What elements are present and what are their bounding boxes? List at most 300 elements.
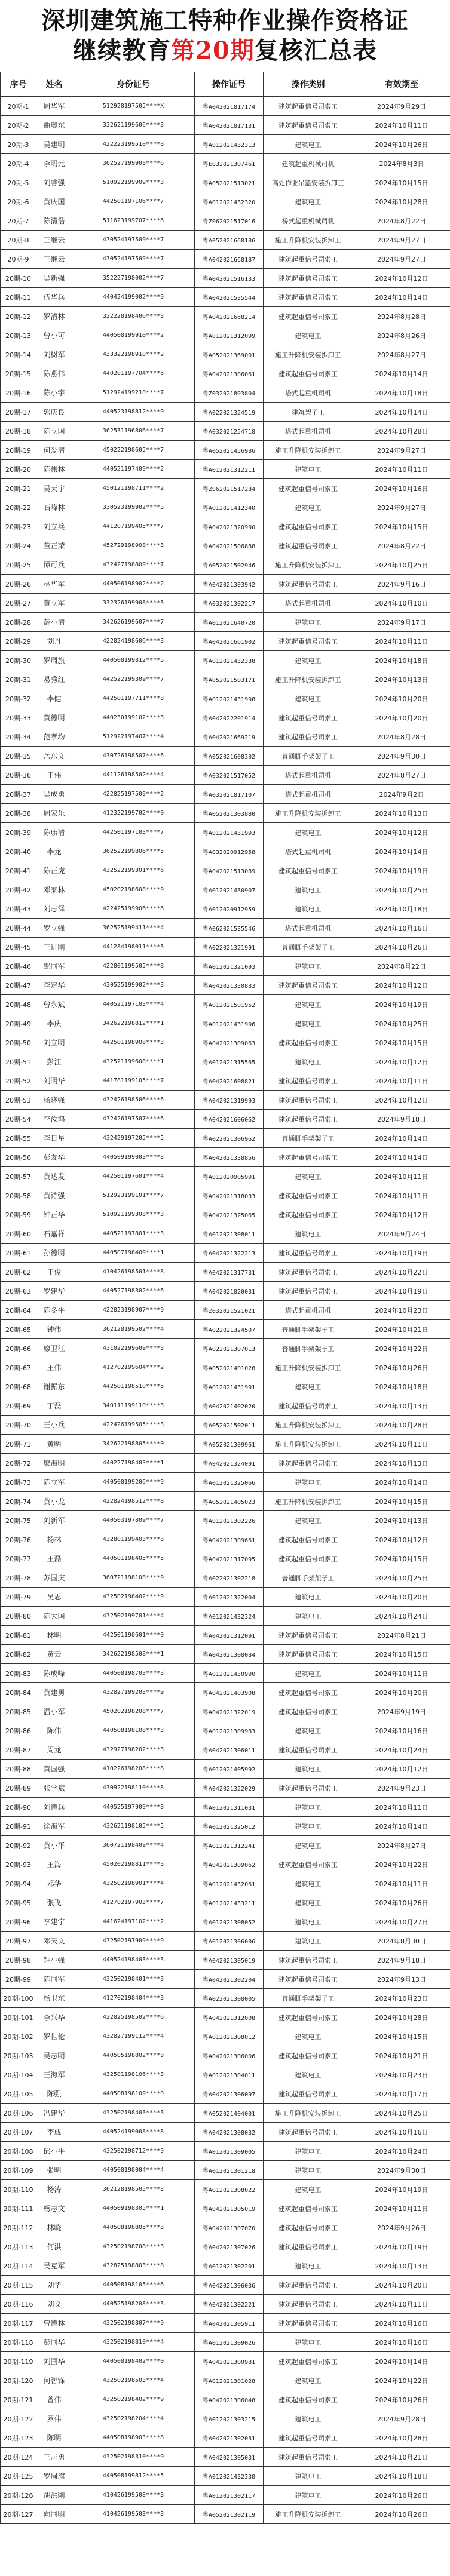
cell-cert-number: 粤A042021317095: [195, 1549, 264, 1568]
cell-id-number: 422426199505****3: [72, 1416, 195, 1435]
cell-index: 20期-47: [1, 976, 36, 995]
cell-name: 王磊: [36, 1549, 72, 1568]
cell-cert-number: 粤A012021303215: [195, 2409, 264, 2428]
cell-expiry: 2024年10月20日: [353, 1683, 450, 1702]
cell-id-number: 422824198606****3: [72, 632, 195, 651]
cell-index: 20期-74: [1, 1492, 36, 1511]
cell-category: 塔式起重机司机: [264, 1301, 353, 1320]
cell-cert-number: 粤A042021305031: [195, 2448, 264, 2467]
cell-category: 建筑电工: [264, 957, 353, 976]
cell-name: 林晓: [36, 2218, 72, 2237]
table-row: [1, 2123, 450, 2142]
cell-category: 建筑起重信号司索工: [264, 2084, 353, 2104]
table-row: [1, 1721, 450, 1740]
cell-category: 建筑起重信号司索工: [264, 2237, 353, 2256]
table-row: [1, 2390, 450, 2409]
cell-name: 刘华: [36, 2276, 72, 2295]
cell-cert-number: 粤A042021306048: [195, 2390, 264, 2409]
cell-expiry: 2024年10月27日: [353, 1912, 450, 1932]
table-row: [1, 154, 450, 173]
cell-index: 20期-27: [1, 594, 36, 613]
cell-expiry: 2024年10月15日: [353, 517, 450, 536]
cell-id-number: 342626199607****7: [72, 613, 195, 632]
col-header-name: 姓名: [36, 72, 72, 97]
cell-id-number: 441781199105****7: [72, 1071, 195, 1091]
cell-id-number: 440507198409****1: [72, 1244, 195, 1263]
cell-expiry: 2024年10月23日: [353, 1301, 450, 1320]
cell-cert-number: 粤A022021324519: [195, 403, 264, 422]
cell-name: 杨卫东: [36, 1989, 72, 2008]
cell-cert-number: 粤A012021304011: [195, 2065, 264, 2084]
cell-id-number: 440508198402****0: [72, 2352, 195, 2371]
cell-expiry: 2024年10月11日: [353, 1874, 450, 1893]
cell-category: 建筑起重信号司索工: [264, 269, 353, 288]
cell-expiry: 2024年10月15日: [353, 1645, 450, 1664]
cell-expiry: 2024年10月22日: [353, 1855, 450, 1874]
table-row: [1, 1167, 450, 1186]
cell-category: 施工升降机安装拆卸工: [264, 1435, 353, 1454]
cell-index: 20期-56: [1, 1148, 36, 1167]
cell-category: 建筑电工: [264, 995, 353, 1014]
cell-category: 施工升降机安装拆卸工: [264, 1416, 353, 1435]
cell-id-number: 440506198902****2: [72, 575, 195, 594]
cell-cert-number: 粤A022021308005: [195, 1989, 264, 2008]
cell-name: 陈清浩: [36, 211, 72, 231]
cell-id-number: 441126198502****4: [72, 766, 195, 785]
cell-id-number: 442501197103****7: [72, 823, 195, 842]
table-row: [1, 1970, 450, 1989]
cell-name: 曾小可: [36, 326, 72, 345]
cell-name: 李健: [36, 689, 72, 708]
cell-cert-number: 粤A012021325012: [195, 1817, 264, 1836]
cell-name: 董正荣: [36, 536, 72, 555]
cell-expiry: 2024年9月30日: [353, 2161, 450, 2180]
cell-name: 黄小龙: [36, 1492, 72, 1511]
cell-index: 20期-118: [1, 2333, 36, 2352]
cell-category: 建筑电工: [264, 1377, 353, 1396]
table-row: [1, 2008, 450, 2027]
cell-id-number: 440524198403****3: [72, 1951, 195, 1970]
cell-index: 20期-15: [1, 364, 36, 383]
cell-cert-number: 粤A012021431991: [195, 1377, 264, 1396]
cell-category: 普通脚手架架子工: [264, 1129, 353, 1148]
cell-cert-number: 粤A012021322004: [195, 1588, 264, 1607]
cell-cert-number: 粤A012021312241: [195, 1836, 264, 1855]
cell-cert-number: 粤A052021405023: [195, 1492, 264, 1511]
cell-expiry: 2024年10月16日: [353, 1721, 450, 1740]
cell-expiry: 2024年10月24日: [353, 2142, 450, 2161]
cell-expiry: 2024年10月10日: [353, 594, 450, 613]
cell-expiry: 2024年10月11日: [353, 116, 450, 135]
cell-expiry: 2024年10月16日: [353, 2314, 450, 2333]
cell-category: 建筑起重信号司索工: [264, 708, 353, 727]
cell-expiry: 2024年10月11日: [353, 2199, 450, 2218]
cell-category: 建筑电工: [264, 1932, 353, 1951]
cell-id-number: 362128198505****3: [72, 2180, 195, 2199]
cell-index: 20期-32: [1, 689, 36, 708]
cell-index: 20期-7: [1, 211, 36, 231]
table-row: [1, 307, 450, 326]
cell-id-number: 510922199909****3: [72, 173, 195, 192]
cell-expiry: 2024年10月12日: [353, 1530, 450, 1549]
cell-category: 施工升降机安装拆卸工: [264, 1358, 353, 1377]
cell-category: 普通脚手架架子工: [264, 747, 353, 766]
table-row: [1, 1358, 450, 1377]
cell-name: 陈成峰: [36, 1664, 72, 1683]
cell-index: 20期-69: [1, 1396, 36, 1416]
cell-cert-number: 粤A042021305911: [195, 2314, 264, 2333]
cell-name: 邹国军: [36, 957, 72, 976]
cell-expiry: 2024年10月14日: [353, 2352, 450, 2371]
cell-category: 建筑起重信号司索工: [264, 1626, 353, 1645]
cell-name: 周龙: [36, 1740, 72, 1760]
cell-category: 施工升降机安装拆卸工: [264, 670, 353, 689]
cell-category: 建筑起重信号司索工: [264, 536, 353, 555]
cell-expiry: 2024年10月13日: [353, 1454, 450, 1473]
cell-index: 20期-5: [1, 173, 36, 192]
cell-id-number: 362531196806****7: [72, 422, 195, 441]
cell-category: 建筑起重信号司索工: [264, 288, 353, 307]
table-row: [1, 1912, 450, 1932]
cell-index: 20期-16: [1, 383, 36, 403]
cell-cert-number: 粤A012021308012: [195, 2027, 264, 2046]
cell-cert-number: 粤A032021817107: [195, 785, 264, 804]
cell-category: 建筑起重信号司索工: [264, 1110, 353, 1129]
cell-index: 20期-50: [1, 1033, 36, 1052]
table-row: [1, 2180, 450, 2199]
cell-index: 20期-51: [1, 1052, 36, 1071]
cell-id-number: 432621198105****5: [72, 1817, 195, 1836]
cell-expiry: 2024年10月19日: [353, 861, 450, 880]
table-row: [1, 2027, 450, 2046]
cell-id-number: 432827199203****9: [72, 1683, 195, 1702]
cell-name: 刘立明: [36, 1033, 72, 1052]
cell-category: 塔式起重机司机: [264, 766, 353, 785]
table-row: [1, 555, 450, 575]
cell-expiry: 2024年10月18日: [353, 383, 450, 403]
cell-category: 建筑起重信号司索工: [264, 2390, 353, 2409]
cell-expiry: 2024年10月17日: [353, 2084, 450, 2104]
cell-index: 20期-49: [1, 1014, 36, 1033]
col-header-index: 序号: [1, 72, 36, 97]
cell-index: 20期-62: [1, 1263, 36, 1282]
cell-id-number: 440509199003****3: [72, 1148, 195, 1167]
cell-cert-number: 粤A042021308032: [195, 2123, 264, 2142]
cell-index: 20期-34: [1, 727, 36, 747]
table-row: [1, 1760, 450, 1779]
cell-cert-number: 粤A042021320990: [195, 517, 264, 536]
cell-index: 20期-115: [1, 2276, 36, 2295]
cell-category: 塔式起重机司机: [264, 785, 353, 804]
table-row: [1, 1416, 450, 1435]
cell-name: 罗立强: [36, 919, 72, 938]
table-row: [1, 1301, 450, 1320]
cell-category: 建筑起重机械司机: [264, 154, 353, 173]
cell-expiry: 2024年10月13日: [353, 1511, 450, 1530]
cell-cert-number: 粤A042021516133: [195, 269, 264, 288]
cell-index: 20期-68: [1, 1377, 36, 1396]
cell-category: 建筑起重信号司索工: [264, 1702, 353, 1721]
cell-name: 何洪: [36, 2237, 72, 2256]
cell-id-number: 352227198002****7: [72, 269, 195, 288]
cell-expiry: 2024年10月23日: [353, 2065, 450, 2084]
cell-name: 刘睿强: [36, 173, 72, 192]
cell-id-number: 432502198503****4: [72, 2371, 195, 2390]
cell-expiry: 2024年9月27日: [353, 441, 450, 460]
cell-expiry: 2024年10月22日: [353, 1339, 450, 1358]
cell-id-number: 432502198807****9: [72, 2314, 195, 2333]
table-row: [1, 995, 450, 1014]
cell-cert-number: 粤A012021306006: [195, 1932, 264, 1951]
cell-cert-number: 粤A042021306006: [195, 2046, 264, 2065]
cell-id-number: 432501198106****3: [72, 2065, 195, 2084]
table-row: [1, 594, 450, 613]
cell-id-number: 432502197909****9: [72, 1932, 195, 1951]
cell-cert-number: 粤A012020905991: [195, 1167, 264, 1186]
cell-expiry: 2024年10月19日: [353, 2237, 450, 2256]
table-row: [1, 1071, 450, 1091]
cell-expiry: 2024年8月27日: [353, 345, 450, 364]
cell-category: 建筑电工: [264, 689, 353, 708]
cell-name: 张飞: [36, 1893, 72, 1912]
cell-expiry: 2024年8月28日: [353, 307, 450, 326]
cell-index: 20期-26: [1, 575, 36, 594]
cell-category: 建筑电工: [264, 1893, 353, 1912]
cell-name: 廖海明: [36, 1454, 72, 1473]
cell-expiry: 2024年10月14日: [353, 364, 450, 383]
cell-category: 建筑电工: [264, 1798, 353, 1817]
cell-expiry: 2024年10月14日: [353, 1473, 450, 1492]
cell-index: 20期-67: [1, 1358, 36, 1377]
cell-index: 20期-110: [1, 2180, 36, 2199]
cell-id-number: 342622198805****0: [72, 1435, 195, 1454]
cell-cert-number: 粤A012021432313: [195, 135, 264, 154]
cell-id-number: 432502198901****4: [72, 1874, 195, 1893]
table-row: [1, 2084, 450, 2104]
cell-expiry: 2024年10月11日: [353, 1071, 450, 1091]
cell-index: 20期-124: [1, 2448, 36, 2467]
cell-id-number: 342622198508****1: [72, 1645, 195, 1664]
cell-cert-number: 粤A022021302218: [195, 1568, 264, 1588]
cell-index: 20期-92: [1, 1836, 36, 1855]
cell-expiry: 2024年10月19日: [353, 2180, 450, 2199]
cell-cert-number: 粤A012021302226: [195, 1511, 264, 1530]
cell-expiry: 2024年9月18日: [353, 1951, 450, 1970]
cell-cert-number: 粤A042021302204: [195, 1970, 264, 1989]
cell-expiry: 2024年10月20日: [353, 2276, 450, 2295]
cell-name: 徐海军: [36, 1817, 72, 1836]
cell-expiry: 2024年10月21日: [353, 1320, 450, 1339]
cell-expiry: 2024年8月26日: [353, 326, 450, 345]
cell-expiry: 2024年9月27日: [353, 231, 450, 250]
cell-id-number: 432502198401****3: [72, 1970, 195, 1989]
table-row: [1, 441, 450, 460]
cell-cert-number: 粤A052021503171: [195, 670, 264, 689]
table-row: [1, 2237, 450, 2256]
cell-index: 20期-98: [1, 1951, 36, 1970]
table-row: [1, 766, 450, 785]
cell-id-number: 422825197509****2: [72, 785, 195, 804]
cell-category: 建筑电工: [264, 2065, 353, 2084]
cell-category: 建筑起重信号司索工: [264, 1683, 353, 1702]
table-row: [1, 2142, 450, 2161]
cell-index: 20期-44: [1, 919, 36, 938]
cell-index: 20期-104: [1, 2065, 36, 2084]
col-header-expiry: 有效期至: [353, 72, 450, 97]
table-row: [1, 1396, 450, 1416]
cell-cert-number: 粤A012021501952: [195, 995, 264, 1014]
cell-cert-number: 粤A052021502011: [195, 1416, 264, 1435]
table-row: [1, 1033, 450, 1052]
cell-name: 邓家林: [36, 880, 72, 899]
cell-index: 20期-125: [1, 2467, 36, 2486]
cell-category: 建筑电工: [264, 1760, 353, 1779]
table-row: [1, 1798, 450, 1817]
cell-index: 20期-91: [1, 1817, 36, 1836]
cell-category: 建筑电工: [264, 2027, 353, 2046]
cell-cert-number: 粤A042021306097: [195, 2084, 264, 2104]
cell-cert-number: 粤A042021317731: [195, 1263, 264, 1282]
table-row: [1, 1052, 450, 1071]
cell-expiry: 2024年8月27日: [353, 1836, 450, 1855]
cell-category: 建筑电工: [264, 1874, 353, 1893]
cell-name: 曾伟: [36, 2390, 72, 2409]
cell-cert-number: 粤A052021401028: [195, 1358, 264, 1377]
table-row: [1, 957, 450, 976]
table-row: [1, 2314, 450, 2333]
cell-name: 罗清林: [36, 307, 72, 326]
cell-expiry: 2024年9月18日: [353, 1110, 450, 1129]
cell-name: 杨林: [36, 1530, 72, 1549]
cell-id-number: 440508199910****2: [72, 326, 195, 345]
cell-id-number: 422823198907****9: [72, 1301, 195, 1320]
cell-expiry: 2024年10月23日: [353, 1989, 450, 2008]
cell-category: 建筑起重信号司索工: [264, 1263, 353, 1282]
cell-cert-number: 粤A042021306036: [195, 2276, 264, 2295]
table-row: [1, 383, 450, 403]
cell-name: 吴克军: [36, 2256, 72, 2276]
cell-expiry: 2024年10月25日: [353, 2104, 450, 2123]
cell-name: 黄立军: [36, 594, 72, 613]
cell-id-number: 440508198105****6: [72, 2276, 195, 2295]
cell-index: 20期-71: [1, 1435, 36, 1454]
cell-index: 20期-8: [1, 231, 36, 250]
table-row: [1, 288, 450, 307]
table-row: [1, 1626, 450, 1645]
cell-id-number: 440501198405****5: [72, 1549, 195, 1568]
cell-cert-number: 粤A052021668186: [195, 231, 264, 250]
cell-expiry: 2024年9月24日: [353, 1224, 450, 1244]
cell-cert-number: 粤A012020912959: [195, 899, 264, 919]
cell-expiry: 2024年10月13日: [353, 670, 450, 689]
cell-name: 李龙: [36, 842, 72, 861]
cell-index: 20期-99: [1, 1970, 36, 1989]
cell-index: 20期-112: [1, 2218, 36, 2237]
cell-cert-number: 粤A022021306962: [195, 1129, 264, 1148]
cell-id-number: 360721198409****4: [72, 1836, 195, 1855]
cell-expiry: 2024年9月19日: [353, 1702, 450, 1721]
cell-index: 20期-9: [1, 250, 36, 269]
table-row: [1, 2199, 450, 2218]
table-row: [1, 1951, 450, 1970]
table-row: [1, 2505, 450, 2524]
table-row: [1, 1282, 450, 1301]
cell-index: 20期-127: [1, 2505, 36, 2524]
cell-index: 20期-78: [1, 1568, 36, 1588]
cell-expiry: 2024年10月14日: [353, 288, 450, 307]
cell-index: 20期-43: [1, 899, 36, 919]
cell-index: 20期-13: [1, 326, 36, 345]
cell-category: 建筑起重信号司索工: [264, 976, 353, 995]
col-header-id-number: 身份证号: [72, 72, 195, 97]
cell-cert-number: 粤A042021668214: [195, 307, 264, 326]
table-row: [1, 2104, 450, 2123]
cell-cert-number: 粤A032020912958: [195, 842, 264, 861]
cell-index: 20期-96: [1, 1912, 36, 1932]
cell-index: 20期-81: [1, 1626, 36, 1645]
cell-cert-number: 粤A022021324507: [195, 1320, 264, 1339]
cell-name: 曲奥东: [36, 116, 72, 135]
cell-index: 20期-4: [1, 154, 36, 173]
cell-cert-number: 粤A032021254718: [195, 422, 264, 441]
cell-id-number: 432429197205****5: [72, 1129, 195, 1148]
cell-category: 建筑起重信号司索工: [264, 2008, 353, 2027]
cell-id-number: 440508198805****3: [72, 2218, 195, 2237]
cell-cert-number: 粤A012021308022: [195, 2180, 264, 2199]
cell-cert-number: 粤A012021432320: [195, 192, 264, 211]
cell-name: 黄庆国: [36, 192, 72, 211]
cell-expiry: 2024年9月29日: [353, 97, 450, 116]
table-row: [1, 2448, 450, 2467]
cell-cert-number: 粤A042021308084: [195, 1645, 264, 1664]
cell-expiry: 2024年10月26日: [353, 2505, 450, 2524]
cell-expiry: 2024年10月14日: [353, 403, 450, 422]
cell-name: 吴志明: [36, 2046, 72, 2065]
cell-category: 建筑起重信号司索工: [264, 1148, 353, 1167]
cell-id-number: 512923199101****7: [72, 1186, 195, 1205]
cell-cert-number: 粤A042021309661: [195, 1530, 264, 1549]
cell-cert-number: 粤A042021309063: [195, 1033, 264, 1052]
table-row: [1, 1377, 450, 1396]
cell-id-number: 410426199503****3: [72, 2505, 195, 2524]
cell-index: 20期-94: [1, 1874, 36, 1893]
cell-index: 20期-20: [1, 460, 36, 479]
cell-cert-number: 粤A042021661902: [195, 632, 264, 651]
cell-id-number: 441624197102****2: [72, 1912, 195, 1932]
cell-id-number: 450202198811****3: [72, 1855, 195, 1874]
cell-id-number: 442501198601****0: [72, 1626, 195, 1645]
cell-expiry: 2024年10月16日: [353, 919, 450, 938]
cell-cert-number: 粤A042021303942: [195, 575, 264, 594]
cell-id-number: 432502198204****4: [72, 2409, 195, 2428]
cell-id-number: 432502198402****9: [72, 1588, 195, 1607]
cell-name: 黄国强: [36, 1760, 72, 1779]
table-row: [1, 460, 450, 479]
cell-name: 刘树军: [36, 345, 72, 364]
cell-id-number: 512928197505****X: [72, 97, 195, 116]
cell-cert-number: 粤A052021404001: [195, 2104, 264, 2123]
cell-category: 建筑架子工: [264, 403, 353, 422]
cell-name: 陈冬平: [36, 1301, 72, 1320]
cell-name: 彭江: [36, 1052, 72, 1071]
cell-id-number: 322228198406****3: [72, 307, 195, 326]
cell-name: 陈大国: [36, 1607, 72, 1626]
cell-category: 建筑电工: [264, 1607, 353, 1626]
cell-cert-number: 粤A012021309983: [195, 1721, 264, 1740]
cell-expiry: 2024年10月21日: [353, 2448, 450, 2467]
cell-index: 20期-93: [1, 1855, 36, 1874]
cell-category: 塔式起重机司机: [264, 422, 353, 441]
